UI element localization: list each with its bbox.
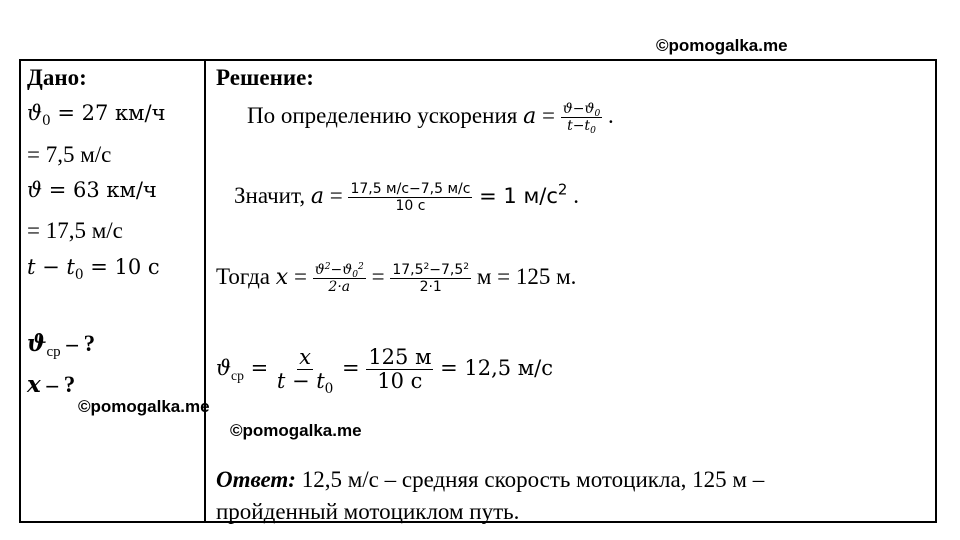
denominator: $t-t_0$	[567, 118, 596, 137]
solution-line-acceleration-value	[234, 182, 579, 213]
find-distance	[27, 373, 75, 396]
fraction-symbolic	[313, 263, 366, 294]
text: Значит,	[234, 182, 311, 208]
denominator: 2·1	[419, 279, 442, 295]
subscript: ср	[46, 344, 61, 361]
symbol-x: x	[27, 371, 41, 398]
denominator: $t - t_0$	[276, 369, 334, 397]
given-final-speed-si: = 17,5 м/с	[27, 218, 123, 243]
subscript: ср	[231, 367, 244, 383]
denominator: 2·a	[328, 279, 351, 295]
symbol-v-avg: ϑ	[27, 330, 47, 357]
column-divider	[204, 59, 206, 523]
watermark-top: ©pomogalka.me	[656, 36, 788, 55]
subscript: 0	[74, 266, 84, 283]
question: – ?	[40, 372, 76, 397]
solution-line-average-speed	[216, 345, 553, 397]
answer-line-1	[216, 468, 764, 491]
fraction-symbolic	[275, 345, 336, 397]
numerator: 17,5 м/с−7,5 м/с	[350, 181, 471, 197]
numerator: x	[299, 345, 312, 369]
numerator: $ϑ^2-ϑ_0^2$	[314, 262, 364, 281]
equals: =	[323, 182, 349, 208]
result: = 1 м/с	[472, 183, 558, 208]
answer-label: Ответ:	[216, 467, 296, 492]
end: .	[602, 102, 614, 128]
equals: =	[536, 102, 561, 128]
watermark-left: ©pomogalka.me	[78, 397, 210, 416]
answer-text: 12,5 м/с – средняя скорость мотоцикла, 125 м –	[295, 467, 765, 492]
fraction-numeric	[366, 347, 433, 392]
find-average-speed	[27, 330, 96, 361]
given-time	[27, 255, 160, 283]
value: = 27 км/ч	[50, 101, 166, 125]
numerator: $ϑ-ϑ_0$	[562, 101, 601, 120]
value: = 10 с	[83, 255, 160, 279]
watermark-solution: ©pomogalka.me	[230, 421, 362, 440]
solution-line-acceleration-definition	[247, 101, 614, 137]
end: .	[567, 182, 579, 208]
equals: =	[288, 263, 313, 289]
fraction	[561, 101, 603, 137]
text: По определению ускорения	[247, 102, 524, 128]
given-initial-speed-si: = 7,5 м/с	[27, 142, 112, 167]
numerator: $17,5^2-7,5^2$	[392, 262, 470, 278]
symbol-a: a	[310, 183, 324, 209]
minus: −	[35, 255, 67, 279]
subscript: 0	[42, 112, 51, 129]
given-heading: Дано:	[27, 65, 87, 90]
given-final-speed	[27, 180, 157, 201]
solution-line-distance	[216, 263, 576, 294]
equals: =	[243, 356, 275, 380]
text: Тогда	[216, 263, 276, 289]
symbol-t: t	[27, 255, 36, 279]
symbol-x: x	[275, 264, 289, 290]
equals: =	[335, 356, 367, 380]
symbol-v0: ϑ	[27, 101, 43, 125]
symbol-v-avg: ϑ	[216, 356, 232, 380]
symbol-v: ϑ	[27, 178, 43, 202]
symbol-a: a	[523, 103, 537, 129]
value: = 63 км/ч	[42, 178, 157, 202]
solution-heading: Решение:	[216, 65, 314, 90]
result: = 12,5 м/с	[433, 356, 553, 380]
denominator: 10 с	[377, 369, 423, 393]
denominator: 10 с	[395, 198, 426, 214]
equals: =	[365, 263, 391, 289]
symbol-t0: t	[66, 255, 75, 279]
numerator: 125 м	[368, 345, 432, 369]
given-initial-speed	[27, 101, 166, 129]
fraction	[348, 182, 472, 213]
superscript: 2	[557, 180, 568, 199]
question: – ?	[60, 331, 96, 356]
answer-line-2: пройденный мотоциклом путь.	[216, 499, 520, 524]
result: м = 125 м.	[471, 263, 577, 289]
fraction-numeric	[390, 263, 471, 294]
